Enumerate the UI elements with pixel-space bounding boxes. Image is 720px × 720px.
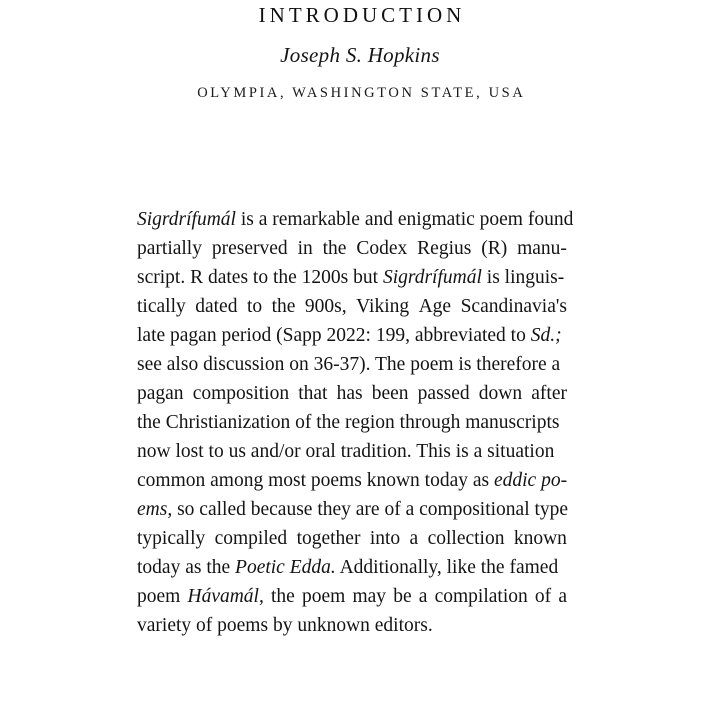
- line-word: partially: [137, 238, 202, 259]
- line-word: dates: [207, 267, 249, 288]
- line-word: today: [137, 557, 181, 578]
- line-word: eddic: [493, 470, 537, 491]
- line-word: in: [297, 238, 313, 259]
- line-word: as: [472, 470, 490, 491]
- line-word: into: [369, 528, 401, 549]
- line-word: Regius: [417, 238, 472, 259]
- line-word: 199,: [375, 325, 410, 346]
- line-word: now: [137, 441, 171, 462]
- line-word: is: [455, 441, 469, 462]
- paragraph-line: [137, 611, 567, 640]
- paragraph-line: [137, 408, 567, 437]
- line-word: po-: [541, 470, 568, 491]
- line-word: region: [344, 412, 395, 433]
- line-word: compiled: [214, 528, 288, 549]
- line-word: unknown: [297, 615, 370, 636]
- line-word: famed: [509, 557, 559, 578]
- line-word: most: [268, 470, 307, 491]
- line-word: type: [534, 499, 569, 520]
- line-word: they: [317, 499, 351, 520]
- line-word: Christianization: [165, 412, 291, 433]
- line-word: poems: [310, 470, 362, 491]
- line-word: (R): [481, 238, 508, 259]
- line-word: pagan: [170, 325, 217, 346]
- line-word: therefore: [476, 354, 547, 375]
- line-word: but: [353, 267, 379, 288]
- line-word: Age: [418, 296, 452, 317]
- line-word: remarkable: [272, 209, 360, 230]
- line-word: Scandinavia's: [460, 296, 567, 317]
- line-word: of: [295, 412, 312, 433]
- author-name: Joseph S. Hopkins: [280, 43, 440, 67]
- line-word: (Sapp: [276, 325, 322, 346]
- line-word: composition: [192, 383, 290, 404]
- line-word: the: [322, 238, 347, 259]
- line-word: so: [177, 499, 195, 520]
- line-word: is: [240, 209, 254, 230]
- line-word: poem: [479, 209, 523, 230]
- line-word: script.: [137, 267, 186, 288]
- line-word: a: [558, 586, 567, 607]
- line-word: manuscripts: [465, 412, 560, 433]
- line-word: The: [375, 354, 406, 375]
- line-word: the: [271, 296, 296, 317]
- line-word: and/or: [250, 441, 301, 462]
- line-word: on: [289, 354, 309, 375]
- line-word: typically: [137, 528, 206, 549]
- line-word: common: [137, 470, 206, 491]
- line-word: a: [551, 354, 561, 375]
- line-word: that: [298, 383, 328, 404]
- line-word: 36-37).: [313, 354, 371, 375]
- line-word: of: [196, 615, 213, 636]
- paragraph-line: [137, 321, 567, 350]
- paragraph-line: [137, 379, 567, 408]
- paragraph-line: [137, 292, 567, 321]
- line-word: a: [418, 586, 428, 607]
- line-word: has: [336, 383, 363, 404]
- line-word: abbreviated: [414, 325, 506, 346]
- line-word: Poetic: [235, 557, 285, 578]
- line-word: are: [355, 499, 380, 520]
- line-word: poem: [302, 586, 346, 607]
- line-word: to: [246, 296, 263, 317]
- line-word: of: [534, 586, 552, 607]
- line-word: down: [478, 383, 523, 404]
- chapter-title: INTRODUCTION: [258, 3, 466, 27]
- line-word: after: [531, 383, 567, 404]
- line-word: to: [252, 267, 269, 288]
- line-word: This: [416, 441, 451, 462]
- line-word: a: [405, 499, 415, 520]
- line-word: and: [364, 209, 393, 230]
- line-word: lost: [175, 441, 204, 462]
- line-word: 900s,: [304, 296, 347, 317]
- line-word: of: [384, 499, 401, 520]
- paragraph-line: [137, 524, 567, 553]
- line-word: Sd.;: [530, 325, 562, 346]
- line-word: because: [250, 499, 313, 520]
- line-word: Sigrdrífumál: [137, 209, 236, 230]
- line-word: may: [352, 586, 387, 607]
- line-word: through: [399, 412, 461, 433]
- line-word: by: [272, 615, 293, 636]
- line-word: found: [527, 209, 574, 230]
- line-word: R: [190, 267, 204, 288]
- line-word: oral: [305, 441, 336, 462]
- line-word: be: [393, 586, 412, 607]
- line-word: dated: [195, 296, 238, 317]
- paragraph-line: [137, 263, 567, 292]
- line-word: enigmatic: [397, 209, 475, 230]
- paragraph-line: [137, 350, 567, 379]
- line-word: preserved: [211, 238, 288, 259]
- line-word: compilation: [434, 586, 528, 607]
- line-word: a: [409, 528, 419, 549]
- line-word: poem: [137, 586, 181, 607]
- paragraph-line: [137, 582, 567, 611]
- line-word: the: [137, 412, 161, 433]
- line-word: variety: [137, 615, 192, 636]
- line-word: manu-: [517, 238, 567, 259]
- line-word: us: [228, 441, 246, 462]
- line-word: the: [272, 267, 297, 288]
- paragraph-line: [137, 234, 567, 263]
- line-word: Hávamál,: [187, 586, 264, 607]
- line-word: linguis-: [504, 267, 565, 288]
- line-word: late: [137, 325, 166, 346]
- line-word: the: [271, 586, 295, 607]
- line-word: pagan: [137, 383, 184, 404]
- line-word: today: [424, 470, 468, 491]
- line-word: as: [185, 557, 202, 578]
- line-word: 2022:: [326, 325, 371, 346]
- line-word: like: [446, 557, 476, 578]
- line-word: Additionally,: [339, 557, 442, 578]
- line-word: known: [513, 528, 567, 549]
- line-word: been: [371, 383, 409, 404]
- line-word: to: [208, 441, 224, 462]
- paragraph-line: [137, 495, 567, 524]
- chapter-header: [0, 0, 720, 103]
- line-word: also: [166, 354, 199, 375]
- line-word: among: [210, 470, 264, 491]
- line-word: together: [296, 528, 361, 549]
- line-word: ems,: [137, 499, 173, 520]
- line-word: period: [221, 325, 272, 346]
- line-word: Edda.: [289, 557, 336, 578]
- line-word: 1200s: [301, 267, 349, 288]
- line-word: collection: [427, 528, 505, 549]
- line-word: called: [199, 499, 246, 520]
- line-word: tradition.: [340, 441, 412, 462]
- line-word: the: [316, 412, 341, 433]
- line-word: discussion: [203, 354, 285, 375]
- line-word: is: [458, 354, 472, 375]
- line-word: Sigrdrífumál: [382, 267, 482, 288]
- line-word: Viking: [356, 296, 410, 317]
- paragraph-line: [137, 553, 567, 582]
- line-word: known: [366, 470, 420, 491]
- line-word: editors.: [374, 615, 433, 636]
- line-word: a: [473, 441, 483, 462]
- line-word: a: [258, 209, 268, 230]
- line-word: Codex: [356, 238, 408, 259]
- line-word: poems: [217, 615, 269, 636]
- line-word: to: [510, 325, 526, 346]
- line-word: the: [206, 557, 231, 578]
- line-word: is: [486, 267, 500, 288]
- line-word: see: [137, 354, 162, 375]
- paragraph-line: [137, 437, 567, 466]
- line-word: poem: [410, 354, 454, 375]
- paragraph-line: [137, 205, 574, 234]
- line-word: passed: [417, 383, 470, 404]
- author-location: OLYMPIA, WASHINGTON STATE, USA: [197, 85, 526, 101]
- line-word: compositional: [419, 499, 530, 520]
- line-word: situation: [487, 441, 555, 462]
- paragraph-line: [137, 466, 567, 495]
- line-word: tically: [137, 296, 186, 317]
- line-word: the: [480, 557, 505, 578]
- introduction-paragraph: [137, 205, 574, 640]
